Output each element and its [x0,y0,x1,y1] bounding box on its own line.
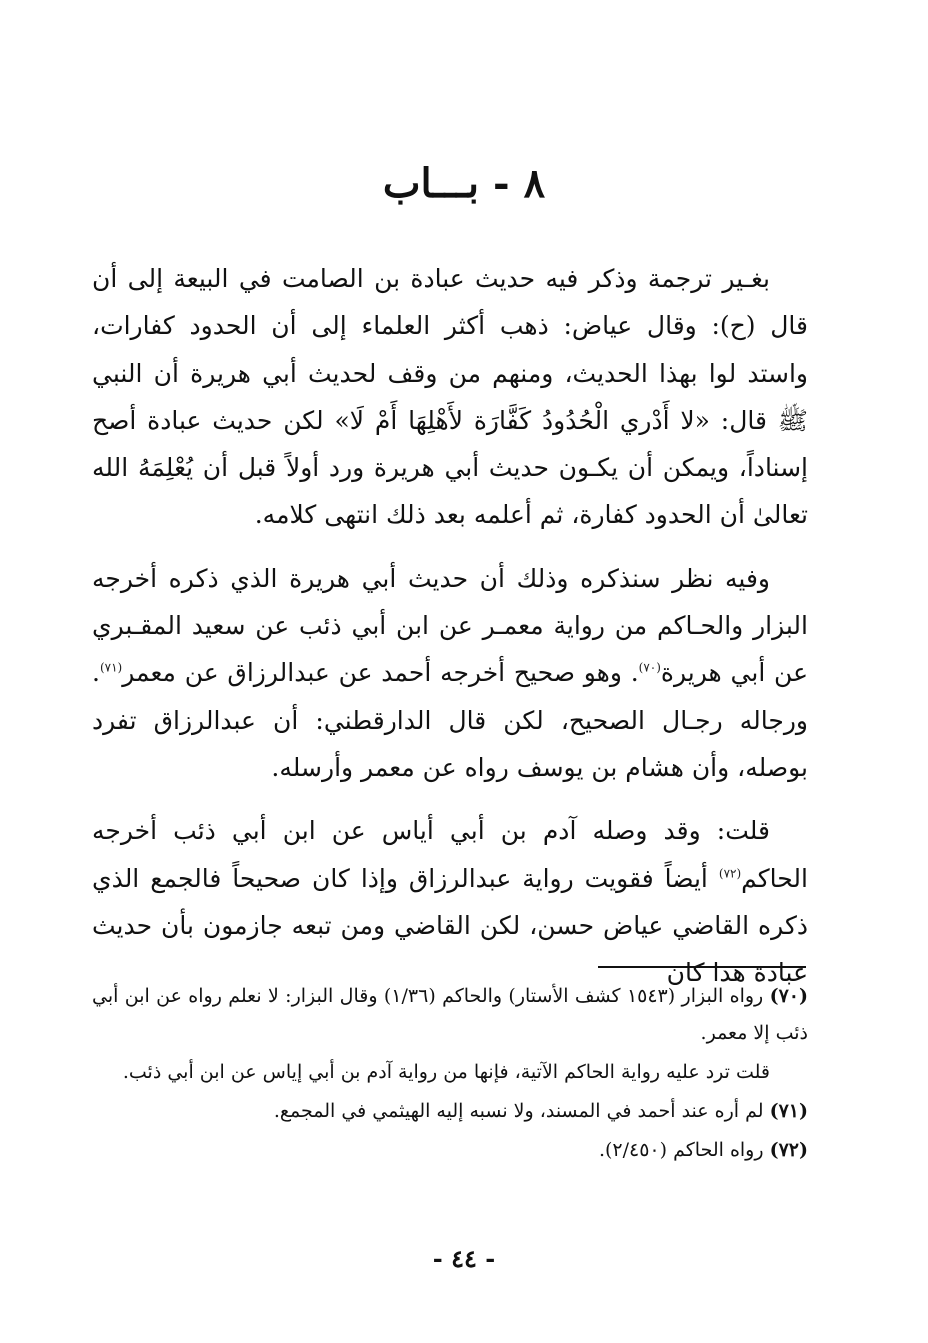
footnote-reference: (٧٠) [638,661,661,676]
footnote-number: (٧٢) [769,1139,808,1161]
paragraph [92,807,808,996]
paragraph-text: وفيه نظر سنذكره وذلك أن حديث أبي هريرة الذي ذكره أخرجه البزار والحـاكم من رواية معمـر عن ابن أبي ذئب عن سعيد المقـبري عن أبي هريرة [92,563,808,688]
chapter-title: بـــاب [382,160,480,207]
footnote [92,978,808,1052]
footnote-divider [598,966,806,968]
paragraph-text: . وهو صحيح أخرجه أحمد عن عبدالرزاق عن معمر [122,658,639,688]
footnote-text: رواه الحاكم (٢/٤٥٠). [598,1139,770,1161]
paragraph [92,555,808,791]
footnotes [92,978,808,1171]
footnote [92,1093,808,1130]
chapter-heading [0,160,928,207]
footnote-text: لم أره عند أحمد في المسند، ولا نسبه إليه الهيثمي في المجمع. [273,1100,770,1122]
paragraph-text: قلت: وقد وصله آدم بن أبي أياس عن ابن أبي ذئب أخرجه الحاكم [92,816,808,893]
footnote-continuation: قلت ترد عليه رواية الحاكم الآتية، فإنها من رواية آدم بن أبي إياس عن ابن أبي ذئب. [122,1061,770,1083]
footnote-reference: (٧١) [99,661,123,676]
paragraph: بغـير ترجمة وذكر فيه حديث عبادة بن الصامت في البيعة إلى أن قال (ح): وقال عياض: ذهب أكثر العلماء إلى أن الحدود كفارات، واستد لوا بهذا الحديث، ومنهم من وقف لحديث أبي هريرة أن النبي ﷺ قال: «لا أَدْري الْحُدُودُ كَفَّارَة لأَهْلِهَا أَمْ لَا» لكن حديث عبادة أصح إسناداً، ويمكن أن يكـون حديث أبي هريرة ورد أولاً قبل أن يُعْلِمَهُ الله تعالىٰ أن الحدود كفارة، ثم أعلمه بعد ذلك انتهى كلامه. [92,264,808,530]
paragraph-text: . ورجاله رجـال الصحيح، لكن قال الدارقطني: أن عبدالرزاق تفرد بوصله، وأن هشام بن يوسف رواه عن معمر وأرسله. [92,658,808,782]
main-text [92,255,808,1012]
footnote-number: (٧١) [769,1100,808,1122]
footnote-number: (٧٠) [769,985,808,1007]
footnote-reference: (٧٢) [718,866,742,881]
footnote [92,1132,808,1169]
chapter-separator: - [493,160,510,207]
chapter-number: ٨ [523,160,546,207]
paragraph-text: أيضاً فقويت رواية عبدالرزاق وإذا كان صحيحاً فالجمع الذي ذكره القاضي عياض حسن، لكن القاضي ومن تبعه جازمون بأن حديث عبادة هذا كان [92,863,808,988]
footnote-text: رواه البزار (١٥٤٣ كشف الأستار) والحاكم (١/٣٦) وقال البزار: لا نعلم رواه عن ابن أبي ذئب إلا معمر. [92,985,808,1044]
page-number: - ٤٤ - [432,1244,496,1273]
